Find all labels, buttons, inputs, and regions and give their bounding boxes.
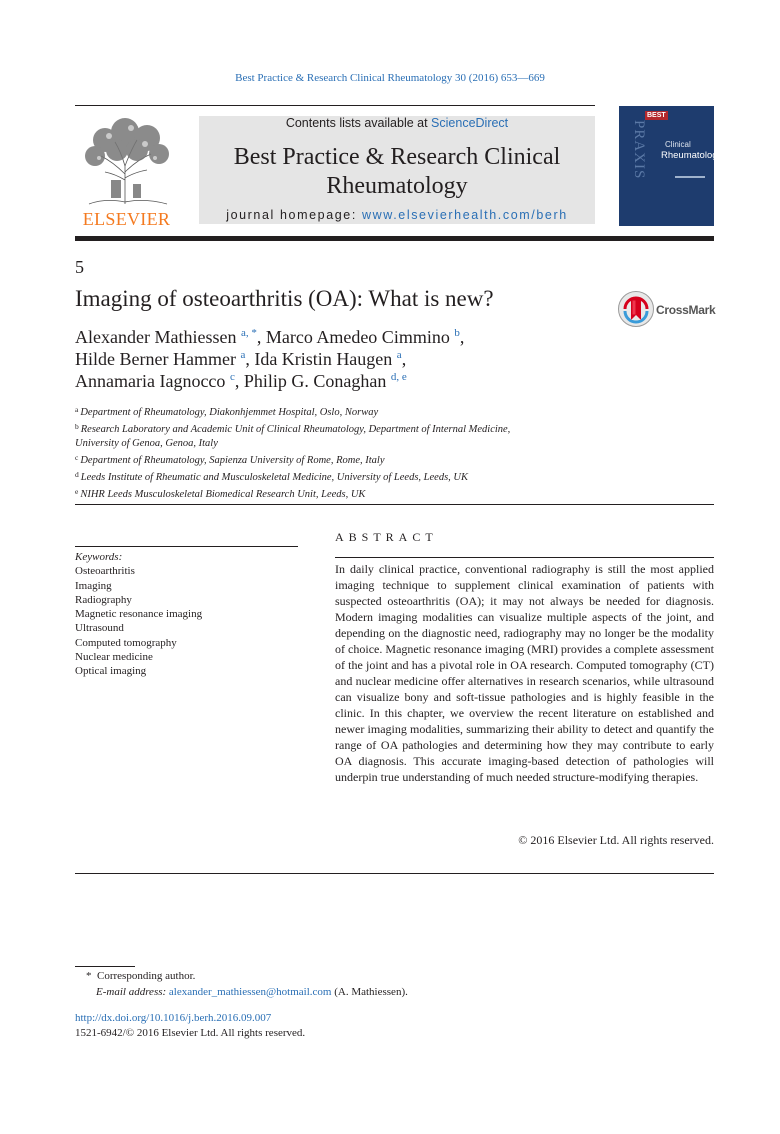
contents-line (199, 116, 595, 130)
journal-reference[interactable]: Best Practice & Research Clinical Rheumatology 30 (2016) 653—669 (235, 72, 545, 84)
abstract-copyright: © 2016 Elsevier Ltd. All rights reserved. (518, 833, 714, 847)
affiliation-text: Department of Rheumatology, Sapienza University of Rome, Rome, Italy (80, 455, 385, 466)
affiliation-list (75, 403, 635, 502)
affiliation-item (75, 420, 635, 437)
cover-line2: Rheumatology (661, 150, 723, 161)
affiliation-key: c (75, 453, 79, 462)
section-rule (75, 873, 714, 874)
author-line (75, 370, 635, 392)
footnote-text: Corresponding author. (97, 970, 196, 982)
author-separator: , (245, 349, 255, 369)
crossmark-icon (617, 290, 655, 328)
footnote-rule (75, 966, 135, 967)
affiliation-key: d (75, 470, 79, 479)
author-separator: , (459, 327, 465, 347)
affiliation-item-continued: University of Genoa, Genoa, Italy (75, 438, 218, 449)
email-owner: (A. Mathiessen). (334, 986, 408, 998)
author-name: Marco Amedeo Cimmino (265, 327, 450, 347)
corresponding-author-note (86, 970, 195, 982)
affiliation-item (75, 485, 635, 502)
affiliation-text: Leeds Institute of Rheumatic and Musculoskeletal Medicine, University of Leeds, Leeds, UK (80, 472, 469, 483)
journal-cover[interactable] (619, 106, 723, 226)
author-name: Philip G. Conaghan (243, 371, 387, 391)
keyword-item: Ultrasound (75, 622, 124, 635)
keyword-item: Imaging (75, 579, 112, 592)
header-rule-thick (75, 236, 714, 241)
section-rule (75, 504, 714, 505)
crossmark-badge[interactable] (617, 290, 717, 330)
journal-masthead (199, 116, 595, 224)
homepage-link[interactable]: www.elsevierhealth.com/berh (362, 208, 568, 222)
author-name: Hilde Berner Hammer (75, 349, 236, 369)
author-affiliation-ref[interactable]: a (396, 349, 402, 361)
affiliation-text: Research Laboratory and Academic Unit of Clinical Rheumatology, Department of Internal Medicine, (80, 424, 511, 435)
keyword-item: Computed tomography (75, 636, 177, 649)
cover-line1: Clinical (665, 140, 691, 149)
journal-title-line1: Best Practice & Research Clinical (233, 144, 561, 170)
keyword-item: Nuclear medicine (75, 651, 153, 664)
affiliation-text: NIHR Leeds Musculoskeletal Biomedical Research Unit, Leeds, UK (80, 489, 366, 500)
crossmark-label: CrossMark (656, 303, 716, 317)
header-rule (75, 105, 595, 106)
author-separator: , (234, 371, 244, 391)
email-link[interactable]: alexander_mathiessen@hotmail.com (168, 986, 332, 998)
elsevier-wordmark: ELSEVIER (82, 209, 171, 229)
affiliation-key: a (75, 405, 79, 414)
author-line (75, 348, 635, 370)
cover-side-text: PRAXIS (631, 120, 647, 180)
author-name: Ida Kristin Haugen (254, 349, 393, 369)
issn-line: 1521-6942/© 2016 Elsevier Ltd. All rights reserved. (75, 1027, 306, 1039)
email-note (96, 986, 408, 998)
elsevier-logo[interactable] (75, 114, 178, 228)
affiliation-text: Department of Rheumatology, Diakonhjemmet Hospital, Oslo, Norway (80, 407, 379, 418)
abstract-text: In daily clinical practice, conventional radiography is still the most applied imaging technique to supplement clinical examination of patients with suspected osteoarthritis (OA); it may not always be needed for diagnosis. Modern imaging modalities can visualize multiple aspects of the joint, and depending on the diagnostic need, radiography may no longer be the modality of choice. Magnetic resonance imaging (MRI) provides a complete assessment of the joint and has a pivotal role in OA research. Computed tomography (CT) and nuclear medicine offer alternatives in research scenarios, while ultrasound can visualize bony and soft-tissue pathologies and is highly feasible in the clinic. In this chapter, we overview the recent literature on established and newer imaging modalities, summarizing their ability to detect and quantify the range of OA pathologies and determining how they may contribute to early OA diagnosis. This accurate imaging-based detection of pathologies will underpin true understanding of much needed structure-modifying therapies. (335, 562, 714, 784)
homepage-prefix: journal homepage: (226, 208, 363, 222)
keyword-item: Osteoarthritis (75, 565, 135, 578)
author-name: Annamaria Iagnocco (75, 371, 226, 391)
keyword-item: Magnetic resonance imaging (75, 608, 203, 621)
keywords-rule (75, 546, 298, 547)
affiliation-item (75, 451, 635, 468)
author-affiliation-ref[interactable]: c (229, 371, 235, 383)
author-affiliation-ref[interactable]: a (240, 349, 246, 361)
keywords-block (75, 550, 305, 679)
sciencedirect-link[interactable]: ScienceDirect (431, 116, 509, 130)
journal-title (199, 143, 595, 201)
affiliation-item (75, 403, 635, 420)
affiliation-key: e (75, 487, 79, 496)
author-affiliation-ref[interactable]: a, * (240, 327, 257, 339)
keywords-label: Keywords: (75, 551, 123, 563)
author-list (75, 326, 635, 392)
footnote-mark: * (86, 970, 92, 982)
article-title: Imaging of osteoarthritis (OA): What is new? (75, 286, 494, 311)
author-affiliation-ref[interactable]: b (454, 327, 460, 339)
author-line (75, 326, 635, 348)
author-separator: , (256, 327, 266, 347)
author-separator: , (401, 349, 407, 369)
cover-divider (675, 176, 705, 178)
keyword-item: Optical imaging (75, 665, 147, 678)
abstract-rule (335, 557, 714, 558)
author-affiliation-ref[interactable]: d, e (390, 371, 407, 383)
chapter-number: 5 (75, 257, 84, 277)
journal-title-line2: Rheumatology (326, 173, 468, 199)
author-name: Alexander Mathiessen (75, 327, 237, 347)
affiliation-item (75, 468, 635, 485)
elsevier-tree-icon (75, 114, 178, 210)
keyword-item: Radiography (75, 593, 132, 606)
abstract-heading: ABSTRACT (335, 530, 438, 544)
cover-badge: BEST (647, 112, 666, 119)
homepage-line (199, 208, 595, 222)
email-label: E-mail address: (96, 986, 167, 998)
praxis-icon (623, 116, 647, 216)
contents-prefix: Contents lists available at (285, 116, 432, 130)
doi-link[interactable]: http://dx.doi.org/10.1016/j.berh.2016.09.007 (75, 1012, 272, 1024)
affiliation-key: b (75, 422, 79, 431)
